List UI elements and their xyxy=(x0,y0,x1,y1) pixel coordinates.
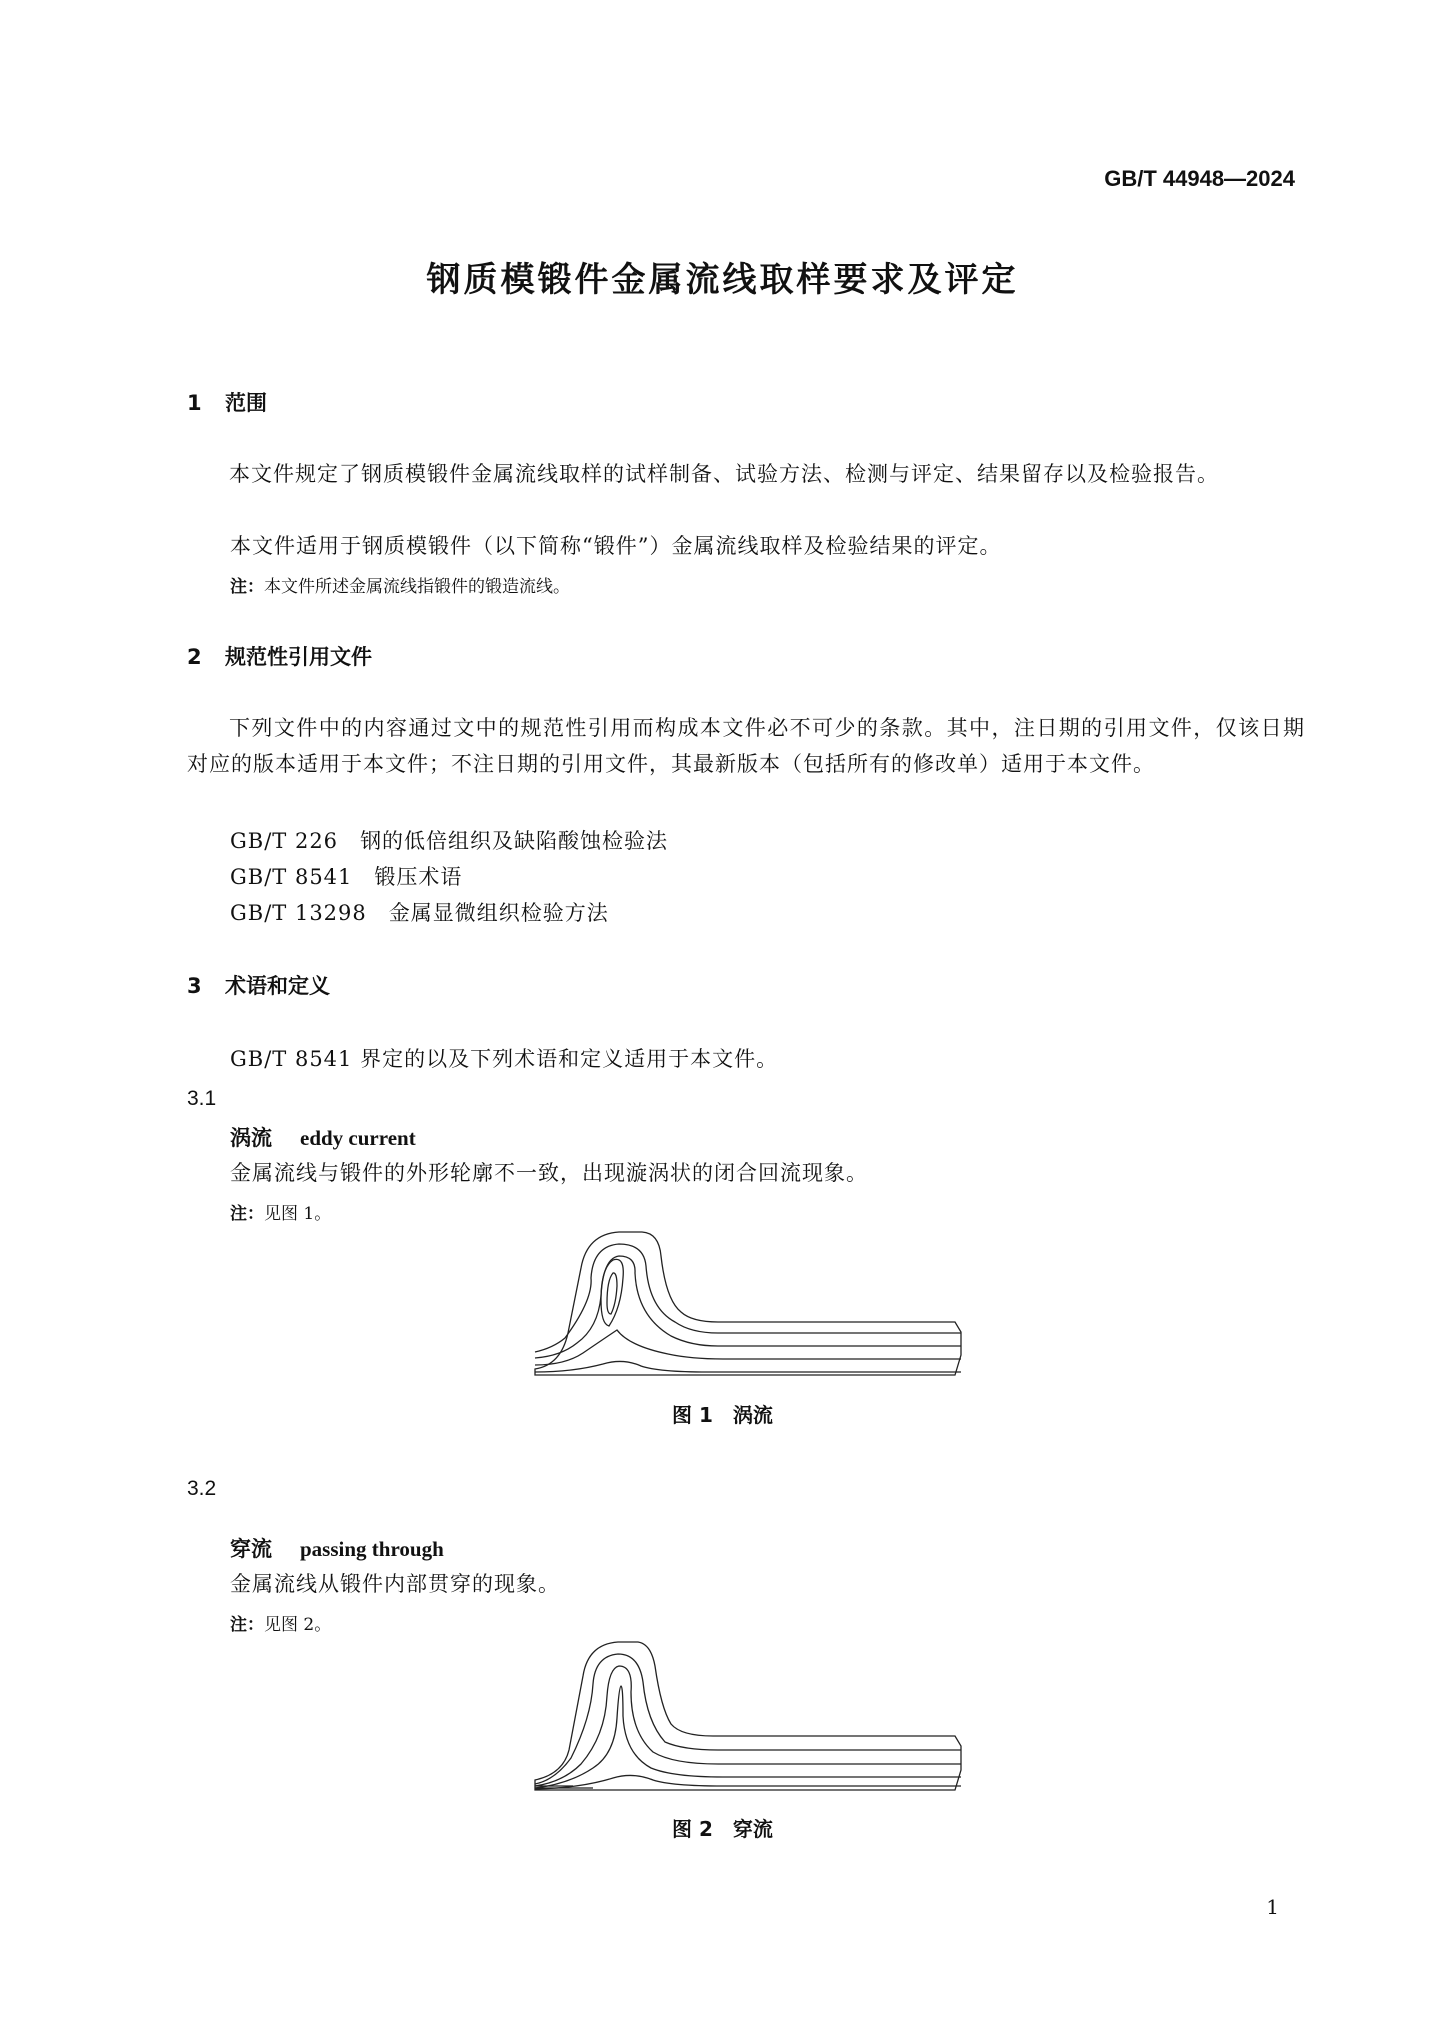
doc-code: GB/T 44948—2024 xyxy=(1104,166,1295,191)
note-label: 注： xyxy=(230,1615,264,1635)
section-3-intro: GB/T 8541 界定的以及下列术语和定义适用于本文件。 xyxy=(230,1047,779,1071)
reference-title: 钢的低倍组织及缺陷酸蚀检验法 xyxy=(360,829,669,853)
section-2-heading xyxy=(187,641,372,671)
section-2-para: 下列文件中的内容通过文中的规范性引用而构成本文件必不可少的条款。其中，注日期的引用文件，仅该日期对应的版本适用于本文件；不注日期的引用文件，其最新版本（包括所有的修改单）适用于本文件。 xyxy=(187,716,1305,776)
section-1-heading xyxy=(187,387,267,417)
reference-item xyxy=(230,823,668,859)
section-title: 范围 xyxy=(225,391,267,415)
reference-title: 锻压术语 xyxy=(374,865,463,889)
note-label: 注： xyxy=(230,1204,264,1224)
reference-item xyxy=(230,859,462,895)
note-text: 见图 2。 xyxy=(264,1615,332,1635)
term-definition: 金属流线从锻件内部贯穿的现象。 xyxy=(230,1572,560,1596)
section-number: 2 xyxy=(187,645,202,669)
term-note xyxy=(230,1199,331,1224)
note-label: 注： xyxy=(230,577,264,597)
term-zh: 穿流 xyxy=(230,1537,272,1561)
figure-2-passing-through xyxy=(533,1638,963,1798)
section-title: 规范性引用文件 xyxy=(225,645,372,669)
term-heading xyxy=(230,1533,444,1563)
figure-2-caption: 图 2 穿流 xyxy=(672,1817,773,1841)
reference-code: GB/T 13298 xyxy=(230,901,367,925)
document-title: 钢质模锻件金属流线取样要求及评定 xyxy=(426,260,1019,300)
reference-code: GB/T 8541 xyxy=(230,865,353,889)
section-1-para-1: 本文件规定了钢质模锻件金属流线取样的试样制备、试验方法、检测与评定、结果留存以及检验报告。 xyxy=(229,462,1219,486)
section-title: 术语和定义 xyxy=(225,974,330,998)
reference-code: GB/T 226 xyxy=(230,829,339,853)
reference-item xyxy=(230,895,609,931)
section-number: 3 xyxy=(187,974,202,998)
figure-1-eddy-current xyxy=(533,1228,963,1383)
reference-title: 金属显微组织检验方法 xyxy=(388,901,609,925)
note-text: 本文件所述金属流线指锻件的锻造流线。 xyxy=(264,577,570,597)
page-number: 1 xyxy=(1266,1895,1279,1919)
note-text: 见图 1。 xyxy=(264,1204,332,1224)
term-note xyxy=(230,1610,331,1635)
term-definition: 金属流线与锻件的外形轮廓不一致，出现漩涡状的闭合回流现象。 xyxy=(230,1161,868,1185)
clause-number: 3.1 xyxy=(187,1087,217,1110)
section-1-note xyxy=(230,572,570,597)
term-zh: 涡流 xyxy=(230,1126,272,1150)
section-1-para-2: 本文件适用于钢质模锻件（以下简称“锻件”）金属流线取样及检验结果的评定。 xyxy=(230,534,1002,558)
term-en: eddy current xyxy=(300,1126,416,1150)
section-number: 1 xyxy=(187,391,202,415)
clause-number: 3.2 xyxy=(187,1477,217,1500)
term-heading xyxy=(230,1122,416,1152)
figure-1-caption: 图 1 涡流 xyxy=(672,1403,773,1427)
section-3-heading xyxy=(187,970,330,1000)
term-en: passing through xyxy=(300,1537,444,1561)
